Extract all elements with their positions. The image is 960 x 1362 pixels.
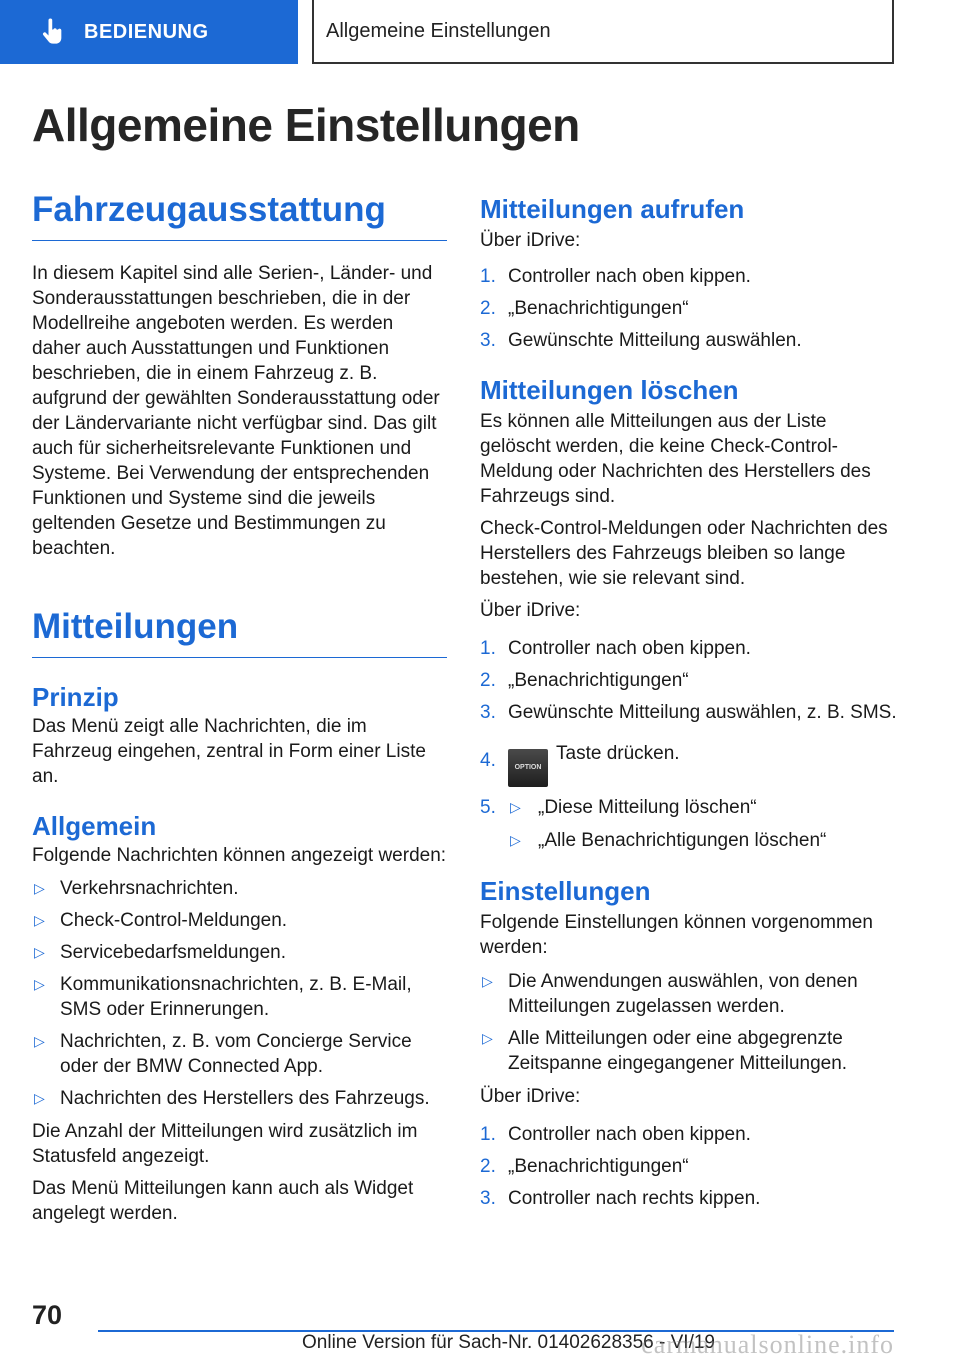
step-item: 4. OPTIONTaste drücken. [480,735,898,787]
loeschen-text-2: Check-Control-Meldungen oder Nachrichten des Herstellers des Fahrzeugs bleiben so lange bestehen, wie sie relevant sind. [480,518,888,589]
step5-options [508,795,898,853]
list-item: ▷ Check-Control-Meldungen. [34,910,288,931]
page-number: 70 [32,1300,63,1330]
step-item: 2. „Benachrichtigungen“ [480,670,689,691]
triangle-bullet-icon: ▷ [34,976,45,992]
triangle-bullet-icon: ▷ [482,1030,493,1046]
section-header [312,0,894,64]
einstellungen-intro: Folgende Einstellungen können vorgenommen werden: [480,912,873,958]
step-item: 1. Controller nach oben kippen. [480,266,751,287]
heading-mitteilungen-loeschen: Mitteilungen löschen [480,375,739,405]
list-item: ▷ Nachrichten, z. B. vom Concierge Service oder der BMW Connected App. [34,1031,412,1077]
step-item: 2. „Benachrichtigungen“ [480,1156,689,1177]
section-header-label: Allgemeine Einstellungen [326,19,551,42]
heading-mitteilungen: Mitteilungen [32,607,447,658]
step-item: 1. Controller nach oben kippen. [480,638,751,659]
step-item: 2. „Benachrichtigungen“ [480,298,689,319]
widget-text: Das Menü Mitteilungen kann auch als Widget angelegt werden. [32,1178,414,1224]
triangle-bullet-icon: ▷ [34,1033,45,1049]
loeschen-intro: Über iDrive: [480,600,581,621]
list-item: ▷ Servicebedarfsmeldungen. [34,942,287,963]
einstellungen-steps [480,1122,898,1211]
watermark: carmanualsonline.info [641,1330,894,1359]
fahrzeug-text: In diesem Kapitel sind alle Serien-, Länder- und Sonderausstattungen beschrieben, die in der Modellreihe angeboten werden. Es werden daher auch Ausstattungen und Funktionen beschrieben, die in einem Fahrzeug z. B. aufgrund der gewählten Sonderausstattung oder der Ländervariante nicht verfügbar sind. Das gilt auch für sicherheitsrelevante Funktionen und Systeme. Bei Verwendung der entsprechenden Funktionen und Systeme sind die jeweils geltenden Gesetze und Bestimmungen zu beachten. [32,263,440,559]
triangle-bullet-icon: ▷ [510,799,521,815]
left-column [32,190,447,1226]
list-item: ▷ Verkehrsnachrichten. [34,878,239,899]
step-item: 1. Controller nach oben kippen. [480,1124,751,1145]
anzahl-text: Die Anzahl der Mitteilungen wird zusätzlich im Statusfeld angezeigt. [32,1121,418,1167]
triangle-bullet-icon: ▷ [482,973,493,989]
list-item: ▷ Nachrichten des Herstellers des Fahrzeugs. [34,1088,430,1109]
chapter-tab[interactable] [0,0,298,64]
triangle-bullet-icon: ▷ [34,880,45,896]
step-item: 3. Gewünschte Mitteilung auswählen, z. B. SMS. [480,702,897,723]
option-button-icon: OPTION [508,749,548,787]
chapter-tab-label: BEDIENUNG [84,20,209,43]
einstellungen-intro-2: Über iDrive: [480,1086,581,1107]
triangle-bullet-icon: ▷ [34,912,45,928]
list-item: ▷ Alle Mitteilungen oder eine abgegrenzte Zeitspanne eingegangener Mitteilungen. [482,1028,848,1074]
triangle-bullet-icon: ▷ [34,1090,45,1106]
list-item: ▷ „Diese Mitteilung löschen“ [510,797,757,818]
einstellungen-list [480,969,898,1076]
aufrufen-intro: Über iDrive: [480,230,581,251]
prinzip-text: Das Menü zeigt alle Nachrichten, die im Fahrzeug eingehen, zentral in Form einer Liste an. [32,716,426,787]
aufrufen-steps [480,264,898,353]
heading-einstellungen: Einstellungen [480,876,651,906]
heading-fahrzeugausstattung: Fahrzeugausstattung [32,190,447,241]
step-item: 3. Controller nach rechts kippen. [480,1188,761,1209]
heading-prinzip: Prinzip [32,682,119,712]
loeschen-text-1: Es können alle Mitteilungen aus der Liste gelöscht werden, die keine Check-Control-Meldung oder Nachrichten des Herstellers des Fahrzeugs sind. [480,411,871,507]
footer-text: Online Version für Sach-Nr. 01402628356 - VI/19 [302,1332,715,1353]
hand-pointer-icon [38,18,66,46]
list-item: ▷ „Alle Benachrichtigungen löschen“ [510,830,827,851]
right-column [480,190,898,1211]
loeschen-steps [480,636,898,853]
list-item: ▷ Kommunikationsnachrichten, z. B. E-Mail, SMS oder Erinnerungen. [34,974,412,1020]
step-item: 3. Gewünschte Mitteilung auswählen. [480,330,802,351]
triangle-bullet-icon: ▷ [510,832,521,848]
heading-mitteilungen-aufrufen: Mitteilungen aufrufen [480,194,745,224]
page-title: Allgemeine Einstellungen [32,99,580,151]
allgemein-intro: Folgende Nachrichten können angezeigt werden: [32,845,447,866]
list-item: ▷ Die Anwendungen auswählen, von denen Mitteilungen zugelassen werden. [482,971,858,1017]
heading-allgemein: Allgemein [32,811,157,841]
triangle-bullet-icon: ▷ [34,944,45,960]
allgemein-list [32,876,447,1111]
step-item: 5. ▷ „Diese Mitteilung löschen“ ▷ „Alle Benachrichtigungen löschen“ [480,795,898,853]
